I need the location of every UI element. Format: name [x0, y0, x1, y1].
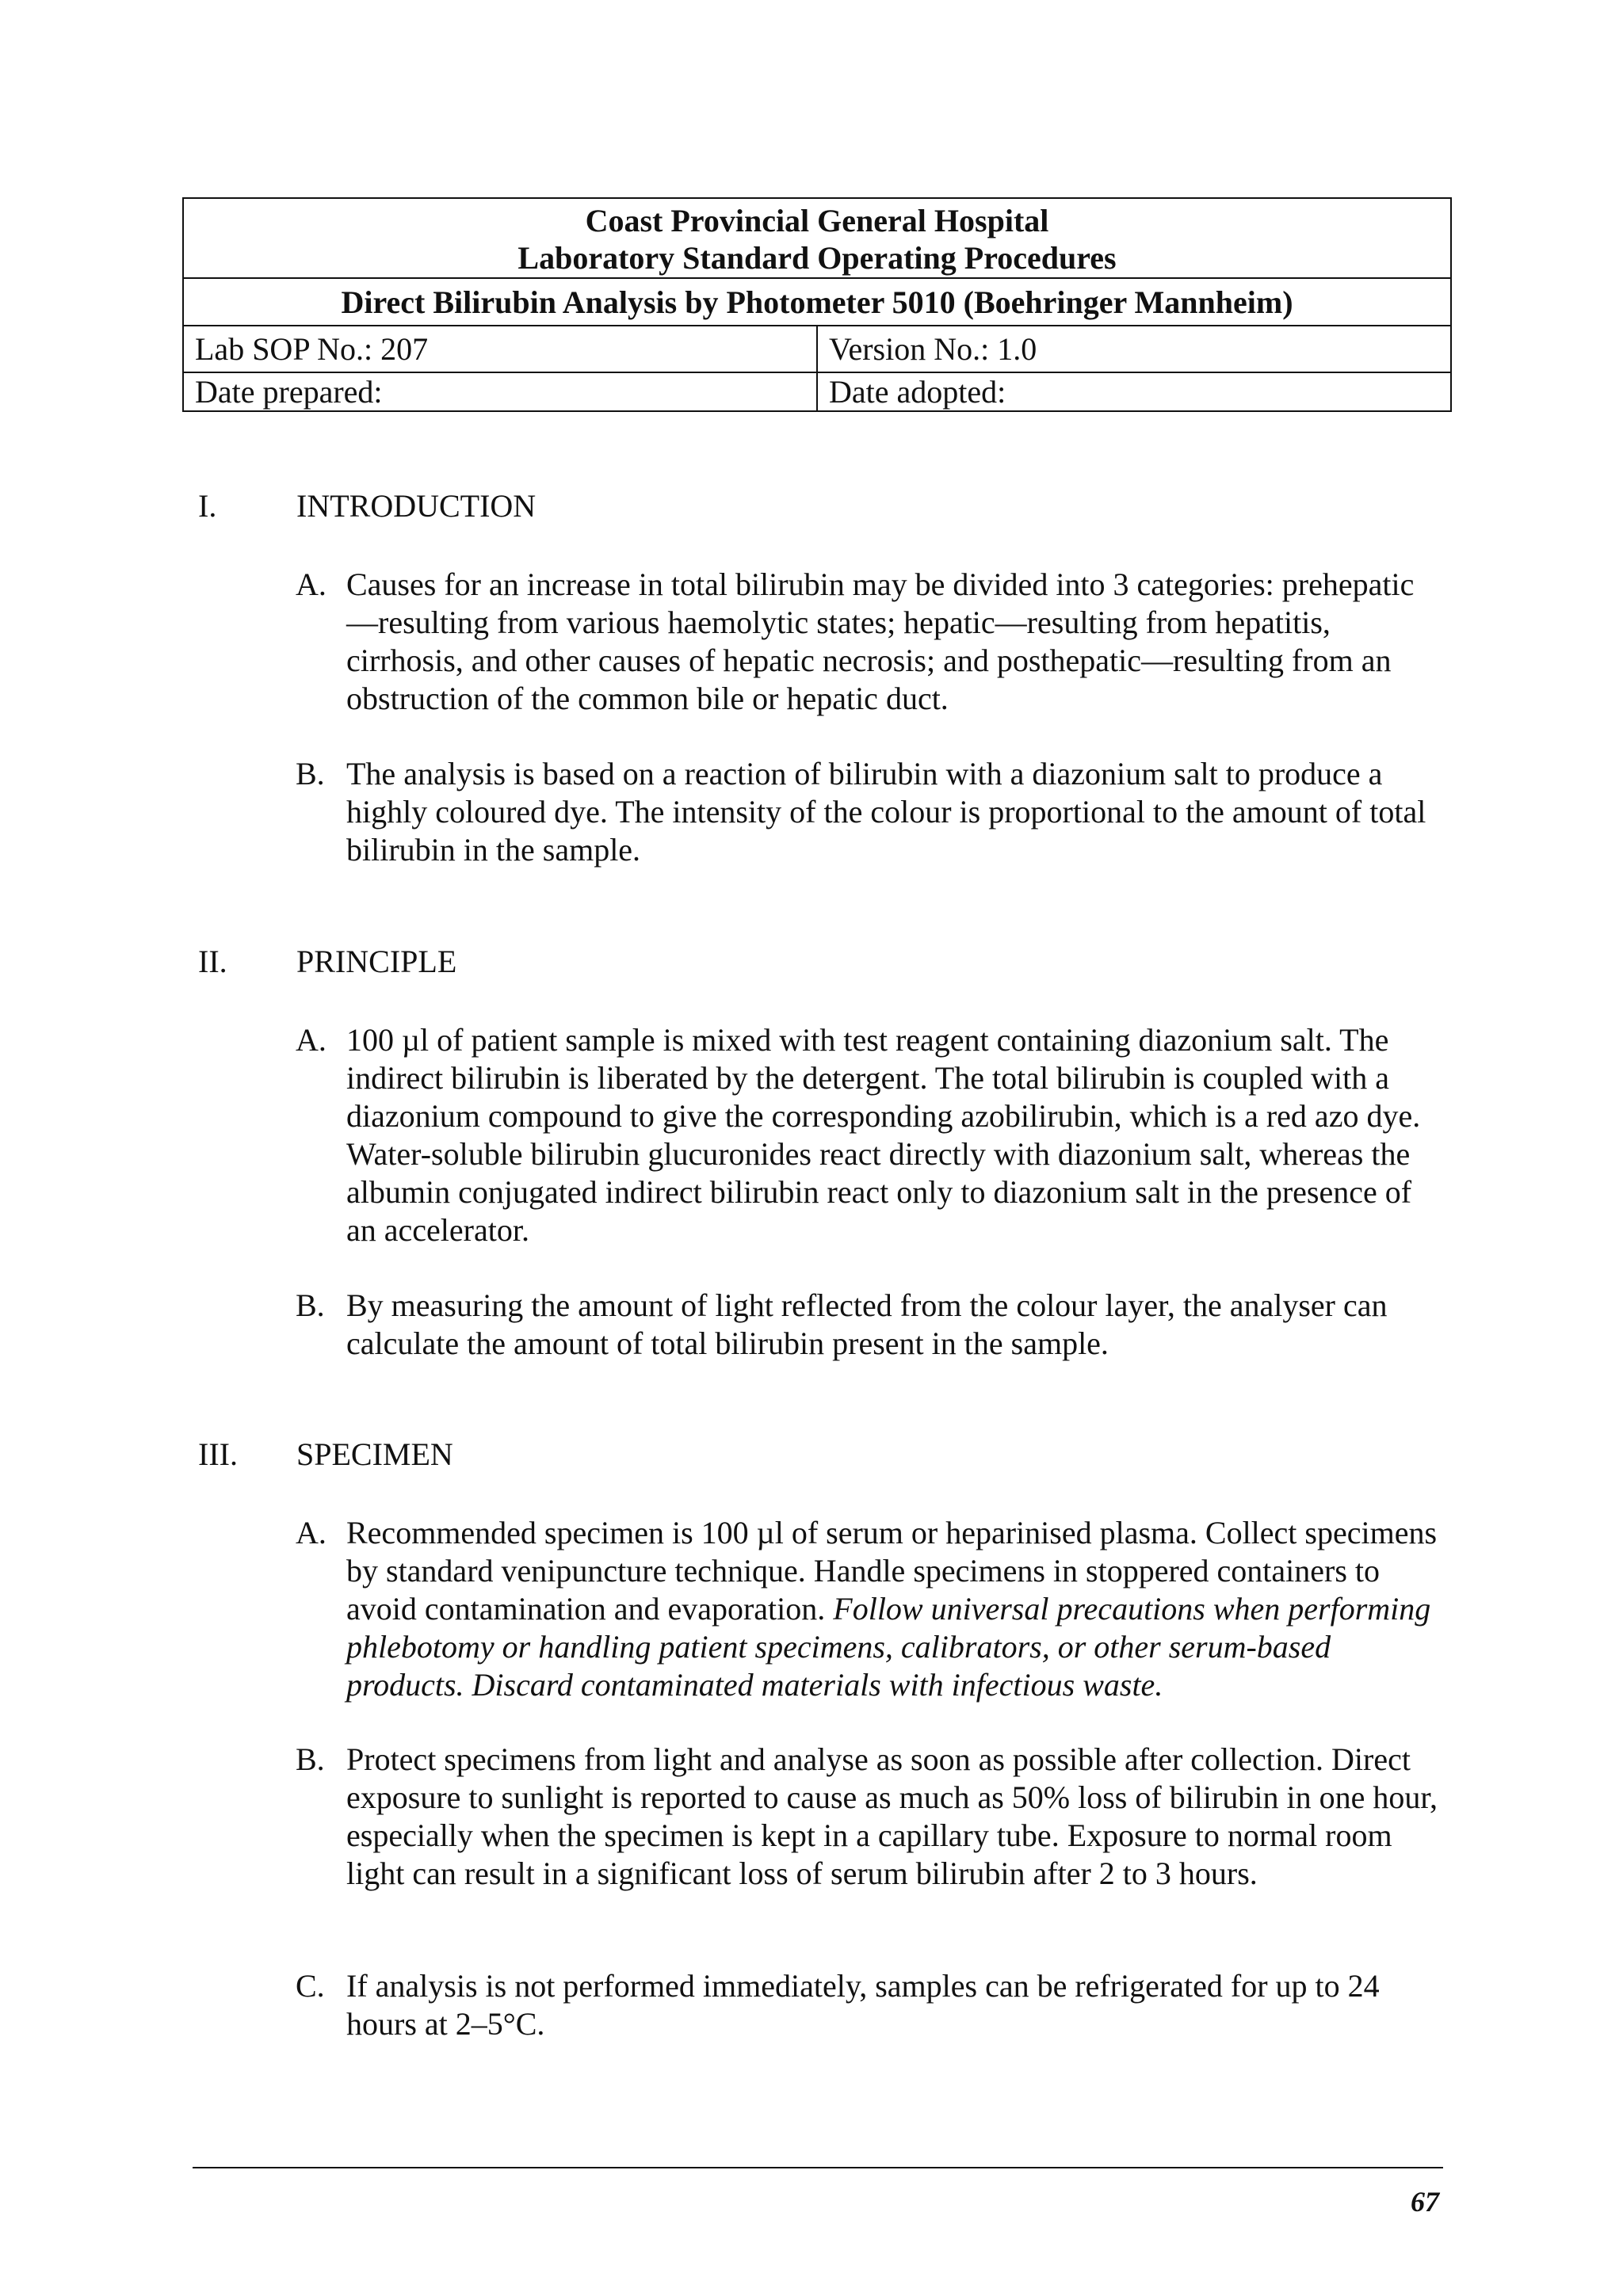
item-text-italic: Follow universal precautions when performing phlebotomy or handling patient specimens, calibrators, or other serum-based products. Discard contaminated materials with infectious waste.: [346, 1591, 1431, 1703]
item-text: Protect specimens from light and analyse as soon as possible after collection. Direct exposure to sunlight is reported to cause as much as 50% loss of bilirubin in one hour, especially when the specimen is kept in a capillary tube. Exposure to normal room light can result in a significant loss of serum bilirubin after 2 to 3 hours.: [346, 1741, 1438, 1891]
item-text: 100 µl of patient sample is mixed with test reagent containing diazonium salt. The indirect bilirubin is liberated by the detergent. The total bilirubin is coupled with a diazonium compound to give the corresponding azobilirubin, which is a red azo dye. Water-soluble bilirubin glucuronides react directly with diazonium salt, whereas the albumin conjugated indirect bilirubin react only to diazonium salt in the presence of an accelerator.: [346, 1022, 1421, 1248]
list-item: [296, 1967, 1445, 2043]
item-text: Causes for an increase in total bilirubin may be divided into 3 categories: prehepatic—resulting from various haemolytic states; hepatic—resulting from hepatitis, cirrhosis, and other causes of hepatic necrosis; and posthepatic—resulting from an obstruction of the common bile or hepatic duct.: [346, 566, 1415, 716]
section-number: III.: [198, 1436, 238, 1472]
section-number: I.: [198, 488, 217, 524]
list-item: [296, 1741, 1445, 1893]
item-label: A.: [296, 1515, 327, 1550]
item-text-regular: Recommended specimen is 100 µl of serum or heparinised plasma. Collect specimens by standard venipuncture technique. Handle specimens in stoppered containers to avoid contamination and evaporation.: [346, 1515, 1438, 1627]
date-prepared: Date prepared:: [183, 372, 817, 411]
version-number: Version No.: 1.0: [817, 326, 1451, 372]
section-heading-specimen: [198, 1436, 453, 1474]
list-item: [296, 1287, 1445, 1363]
procedure-title: Direct Bilirubin Analysis by Photometer 5010 (Boehringer Mannheim): [183, 278, 1451, 326]
list-item: [296, 566, 1445, 718]
item-label: A.: [296, 566, 327, 602]
list-item: [296, 1021, 1445, 1249]
header-title-cell: [183, 198, 1451, 278]
item-text: [346, 1514, 1445, 1704]
section-heading-principle: [198, 943, 456, 981]
item-label: B.: [296, 1741, 325, 1777]
item-label: B.: [296, 1287, 325, 1323]
section-title: INTRODUCTION: [296, 488, 537, 524]
section-number: II.: [198, 944, 227, 979]
item-label: B.: [296, 756, 325, 791]
item-text: If analysis is not performed immediately, samples can be refrigerated for up to 24 hours at 2–5°C.: [346, 1968, 1380, 2042]
list-item: [296, 755, 1445, 869]
page-number: 67: [1411, 2186, 1439, 2218]
lab-sop-number: Lab SOP No.: 207: [183, 326, 817, 372]
item-text: By measuring the amount of light reflected from the colour layer, the analyser can calculate the amount of total bilirubin present in the sample.: [346, 1287, 1388, 1361]
list-item: [296, 1514, 1445, 1704]
hospital-name: Coast Provincial General Hospital: [585, 202, 1049, 238]
item-label: C.: [296, 1968, 325, 2004]
item-text: The analysis is based on a reaction of bilirubin with a diazonium salt to produce a highly coloured dye. The intensity of the colour is proportional to the amount of total bilirubin in the sample.: [346, 756, 1426, 868]
section-heading-introduction: [198, 487, 536, 525]
department-name: Laboratory Standard Operating Procedures: [517, 239, 1117, 276]
section-title: SPECIMEN: [296, 1436, 453, 1472]
footer-divider: [193, 2167, 1443, 2168]
section-title: PRINCIPLE: [296, 944, 457, 979]
sop-header-table: [182, 197, 1452, 412]
date-adopted: Date adopted:: [817, 372, 1451, 411]
item-label: A.: [296, 1022, 327, 1058]
